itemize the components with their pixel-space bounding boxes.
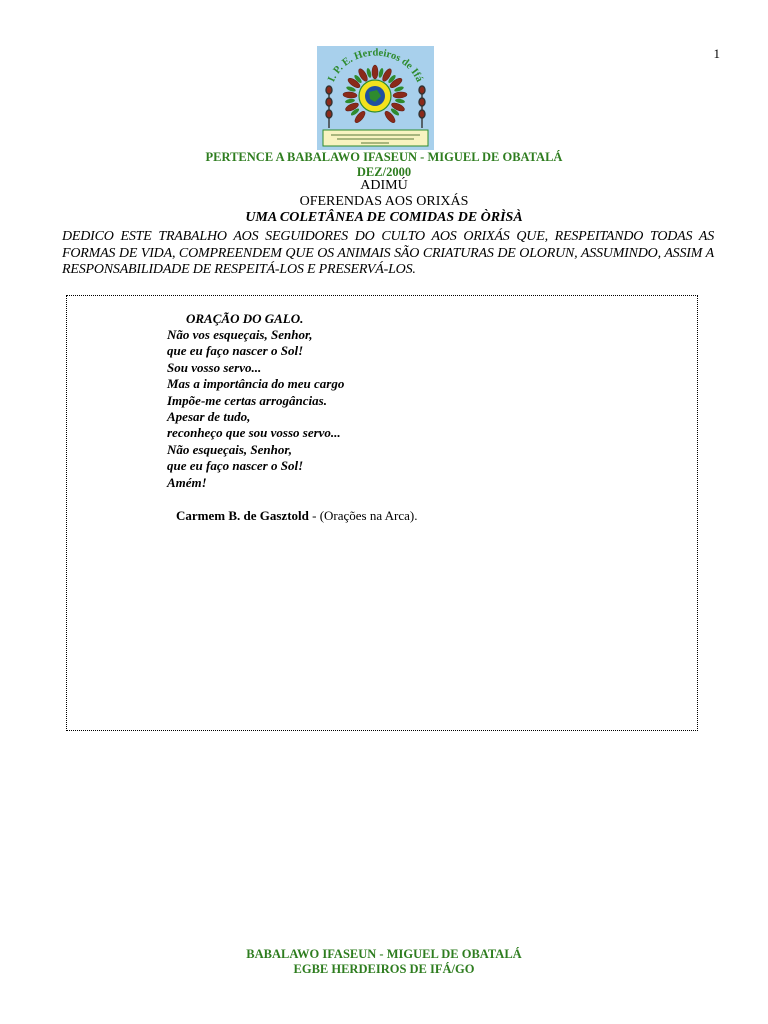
footer bbox=[0, 947, 768, 977]
page-number: 1 bbox=[713, 46, 720, 61]
poem-box bbox=[66, 295, 698, 731]
poem-line: Não vos esqueçais, Senhor, bbox=[167, 327, 313, 342]
poem-line: Impõe-me certas arrogâncias. bbox=[167, 392, 327, 408]
poem-line: Não esqueçais, Senhor, bbox=[167, 441, 292, 457]
owner-line bbox=[0, 150, 768, 180]
title-adimu: ADIMÚ bbox=[360, 178, 408, 193]
footer-line-2: EGBE HERDEIROS DE IFÁ/GO bbox=[293, 962, 475, 976]
institution-seal-logo bbox=[317, 46, 434, 150]
poem-line: reconheço que sou vosso servo... bbox=[167, 425, 341, 441]
poem-author: Carmem B. de Gasztold bbox=[176, 508, 309, 523]
subtitle: UMA COLETÂNEA DE COMIDAS DE ÒRÌSÀ bbox=[245, 210, 523, 225]
poem-lines bbox=[167, 327, 344, 491]
dedication-paragraph: DEDICO ESTE TRABALHO AOS SEGUIDORES DO CULTO AOS ORIXÁS QUE, RESPEITANDO TODAS AS FORMAS DE VIDA, COMPREENDEM QUE OS ANIMAIS SÃO CRIATURAS DE OLORUN, ASSUMINDO, ASSIM A RESPONSABILIDADE DE RESPEITÁ-LOS E PRESERVÁ-LOS. bbox=[62, 229, 714, 277]
poem-title: ORAÇÃO DO GALO. bbox=[186, 311, 304, 326]
title-oferendas: OFERENDAS AOS ORIXÁS bbox=[299, 194, 469, 209]
poem-attribution bbox=[176, 508, 418, 524]
poem-line: Apesar de tudo, bbox=[167, 409, 251, 425]
poem-line: Mas a importância do meu cargo bbox=[167, 376, 345, 392]
owner-text: PERTENCE A BABALAWO IFASEUN - MIGUEL DE OBATALÁ bbox=[205, 150, 563, 164]
date-text: DEZ/2000 bbox=[356, 165, 412, 179]
poem-line: que eu faço nascer o Sol! bbox=[167, 458, 304, 474]
logo-arc-text: I. P. E. Herdeiros de Ifá bbox=[326, 47, 425, 84]
poem-line: Sou vosso servo... bbox=[167, 359, 262, 375]
poem-source: - (Orações na Arca). bbox=[308, 508, 418, 523]
footer-line-1: BABALAWO IFASEUN - MIGUEL DE OBATALÁ bbox=[246, 947, 522, 961]
poem-line: Amém! bbox=[167, 474, 207, 490]
poem-line: que eu faço nascer o Sol! bbox=[167, 343, 304, 359]
